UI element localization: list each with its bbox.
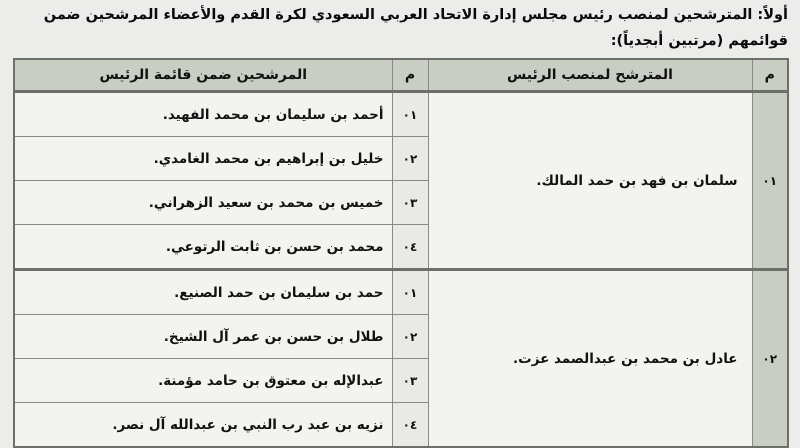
group-number: ٠٢ bbox=[752, 270, 788, 448]
candidates-table bbox=[13, 58, 789, 448]
member-name: نزيه بن عبد رب النبي بن عبدالله آل نصر. bbox=[14, 403, 392, 448]
president-candidate: سلمان بن فهد بن حمد المالك. bbox=[428, 92, 752, 270]
table-row bbox=[14, 92, 788, 137]
header-president: المترشح لمنصب الرئيس bbox=[428, 59, 752, 92]
table-header-row bbox=[14, 59, 788, 92]
president-candidate: عادل بن محمد بن عبدالصمد عزت. bbox=[428, 270, 752, 448]
member-number: ٠٤ bbox=[392, 225, 428, 270]
member-name: خليل بن إبراهيم بن محمد الغامدي. bbox=[14, 137, 392, 181]
member-name: حمد بن سليمان بن حمد الصنيع. bbox=[14, 270, 392, 315]
member-name: طلال بن حسن بن عمر آل الشيخ. bbox=[14, 315, 392, 359]
header-member-num: م bbox=[392, 59, 428, 92]
member-number: ٠٣ bbox=[392, 181, 428, 225]
member-number: ٠١ bbox=[392, 92, 428, 137]
member-name: عبدالإله بن معتوق بن حامد مؤمنة. bbox=[14, 359, 392, 403]
member-name: أحمد بن سليمان بن محمد الفهيد. bbox=[14, 92, 392, 137]
member-number: ٠٢ bbox=[392, 137, 428, 181]
member-number: ٠٤ bbox=[392, 403, 428, 448]
member-name: خميس بن محمد بن سعيد الزهراني. bbox=[14, 181, 392, 225]
header-num: م bbox=[752, 59, 788, 92]
group-number: ٠١ bbox=[752, 92, 788, 270]
member-name: محمد بن حسن بن ثابت الرتوعي. bbox=[14, 225, 392, 270]
header-members: المرشحين ضمن قائمة الرئيس bbox=[14, 59, 392, 92]
member-number: ٠٢ bbox=[392, 315, 428, 359]
member-number: ٠٣ bbox=[392, 359, 428, 403]
section-heading: أولاً: المترشحين لمنصب رئيس مجلس إدارة الاتحاد العربي السعودي لكرة القدم والأعضاء المرشحين ضمن قوائمهم (مرتبين أبجدياً): bbox=[43, 7, 788, 49]
table-row bbox=[14, 270, 788, 315]
member-number: ٠١ bbox=[392, 270, 428, 315]
